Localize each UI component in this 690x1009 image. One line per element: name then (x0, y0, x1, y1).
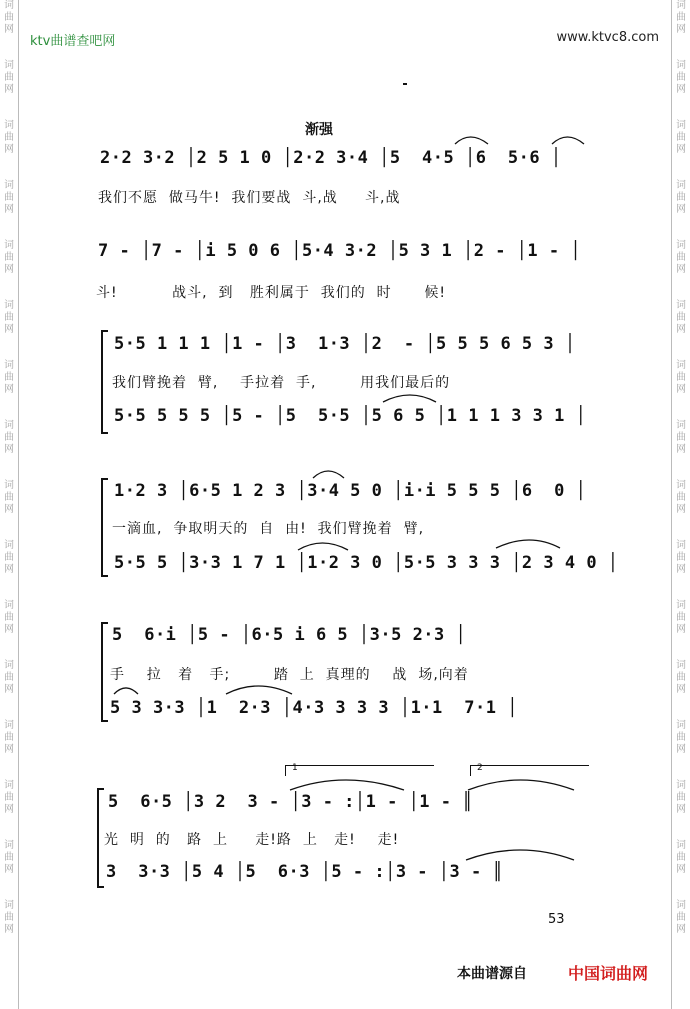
watermark-char: 曲 (676, 672, 686, 683)
watermark-char: 网 (4, 504, 14, 515)
watermark-char: 曲 (676, 792, 686, 803)
watermark-char: 词 (676, 480, 686, 491)
slur-arc (290, 780, 404, 790)
watermark-char: 曲 (676, 312, 686, 323)
watermark-char: 曲 (4, 252, 14, 263)
watermark-char: 词 (4, 420, 14, 431)
watermark-char: 曲 (4, 192, 14, 203)
watermark-char: 词 (4, 540, 14, 551)
slur-arc (114, 688, 138, 694)
watermark-char: 网 (676, 864, 686, 875)
watermark-char: 网 (4, 384, 14, 395)
watermark-char: 词 (676, 780, 686, 791)
notation-line-1: 2·2 3·2 │2 5 1 0 │2·2 3·4 │5 4·5 │6 5·6 │ (100, 148, 562, 168)
watermark-char: 曲 (4, 672, 14, 683)
watermark-char: 曲 (4, 372, 14, 383)
watermark-char: 网 (4, 564, 14, 575)
watermark-char: 曲 (4, 312, 14, 323)
watermark-char: 网 (676, 684, 686, 695)
watermark-char: 曲 (676, 432, 686, 443)
lyrics-line-5: 手 拉 着 手; 踏 上 真理的 战 场,向着 (110, 667, 469, 683)
volta-number: 2 (477, 763, 483, 773)
watermark-char: 曲 (676, 372, 686, 383)
watermark-char: 曲 (4, 72, 14, 83)
footer-source-label: 本曲谱源自 (457, 966, 527, 982)
watermark-char: 词 (4, 360, 14, 371)
watermark-char: 曲 (676, 852, 686, 863)
slur-arc (466, 850, 574, 860)
watermark-char: 网 (676, 504, 686, 515)
notation-line-4-lower: 5·5 5 │3·3 1 7 1 │1·2 3 0 │5·5 3 3 3 │2 3 4 0 │ (114, 553, 619, 573)
notation-line-3-lower: 5·5 5 5 5 │5 - │5 5·5 │5 6 5 │1 1 1 3 3 1 │ (114, 406, 587, 426)
watermark-char: 词 (676, 240, 686, 251)
watermark-char: 网 (4, 84, 14, 95)
watermark-char: 词 (4, 840, 14, 851)
tempo-marking: 渐强 (305, 122, 333, 138)
watermark-char: 网 (4, 204, 14, 215)
notation-line-5-upper: 5 6·i │5 - │6·5 i 6 5 │3·5 2·3 │ (112, 625, 467, 645)
watermark-char: 网 (676, 624, 686, 635)
watermark-char: 词 (676, 720, 686, 731)
watermark-char: 网 (676, 384, 686, 395)
watermark-char: 曲 (4, 732, 14, 743)
watermark-char: 词 (4, 0, 14, 11)
watermark-char: 词 (676, 540, 686, 551)
lyrics-line-1: 我们不愿 做马牛! 我们要战 斗,战 斗,战 (98, 190, 401, 206)
watermark-char: 词 (4, 240, 14, 251)
footer-site-link[interactable]: 中国词曲网 (568, 964, 649, 983)
watermark-char: 曲 (4, 852, 14, 863)
watermark-char: 网 (4, 924, 14, 935)
watermark-char: 曲 (4, 912, 14, 923)
notation-line-6-upper: 5 6·5 │3 2 3 - │3 - :│1 - │1 - ║ (108, 792, 473, 812)
watermark-char: 曲 (676, 732, 686, 743)
notation-line-5-lower: 5 3 3·3 │1 2·3 │4·3 3 3 3 │1·1 7·1 │ (110, 698, 518, 718)
notation-line-2: 7 - │7 - │i 5 0 6 │5·4 3·2 │5 3 1 │2 - │1 - │ (98, 241, 582, 261)
slur-arc (313, 471, 344, 478)
watermark-char: 词 (676, 0, 686, 11)
watermark-char: 词 (676, 180, 686, 191)
watermark-char: 词 (676, 120, 686, 131)
watermark-char: 曲 (676, 132, 686, 143)
lyrics-line-3: 我们臂挽着 臂, 手拉着 手, 用我们最后的 (112, 375, 451, 391)
watermark-char: 网 (4, 804, 14, 815)
watermark-char: 词 (4, 900, 14, 911)
watermark-char: 曲 (676, 12, 686, 23)
watermark-char: 网 (676, 144, 686, 155)
slur-arc (226, 686, 292, 694)
site-url-text[interactable]: www.ktvc8.com (556, 30, 659, 45)
watermark-char: 曲 (676, 912, 686, 923)
watermark-char: 词 (4, 180, 14, 191)
watermark-char: 词 (676, 300, 686, 311)
lyrics-line-6: 光 明 的 路 上 走!路 上 走! 走! (104, 832, 400, 848)
lyrics-line-4: 一滴血, 争取明天的 自 由! 我们臂挽着 臂, (112, 521, 425, 537)
watermark-char: 网 (676, 924, 686, 935)
watermark-char: 网 (676, 564, 686, 575)
slur-arc (496, 540, 560, 548)
watermark-char: 网 (4, 264, 14, 275)
watermark-char: 词 (4, 720, 14, 731)
watermark-char: 曲 (676, 252, 686, 263)
watermark-char: 词 (676, 660, 686, 671)
watermark-char: 曲 (676, 612, 686, 623)
watermark-char: 曲 (4, 12, 14, 23)
watermark-char: 词 (676, 600, 686, 611)
watermark-char: 词 (4, 300, 14, 311)
watermark-char: 曲 (4, 612, 14, 623)
watermark-char: 词 (4, 780, 14, 791)
watermark-char: 曲 (4, 132, 14, 143)
watermark-char: 曲 (676, 192, 686, 203)
slur-arc (383, 395, 436, 402)
watermark-char: 词 (676, 840, 686, 851)
watermark-char: 曲 (4, 432, 14, 443)
watermark-char: 词 (4, 600, 14, 611)
watermark-char: 网 (4, 24, 14, 35)
watermark-char: 词 (676, 900, 686, 911)
watermark-char: 网 (4, 744, 14, 755)
watermark-char: 曲 (4, 492, 14, 503)
notation-line-3-upper: 5·5 1 1 1 │1 - │3 1·3 │2 - │5 5 5 6 5 3 │ (114, 334, 576, 354)
slur-arc (298, 543, 348, 550)
watermark-char: 网 (4, 144, 14, 155)
watermark-char: 曲 (676, 72, 686, 83)
watermark-char: 词 (4, 660, 14, 671)
watermark-char: 词 (4, 120, 14, 131)
watermark-char: 词 (4, 60, 14, 71)
notation-line-6-lower: 3 3·3 │5 4 │5 6·3 │5 - :│3 - │3 - ║ (106, 862, 504, 882)
watermark-char: 曲 (4, 792, 14, 803)
watermark-char: 网 (676, 24, 686, 35)
page-number: 53 (548, 912, 565, 927)
watermark-char: 曲 (676, 492, 686, 503)
watermark-char: 网 (4, 324, 14, 335)
slur-arc (468, 780, 574, 790)
watermark-char: 网 (676, 264, 686, 275)
watermark-char: 词 (676, 420, 686, 431)
watermark-char: 网 (676, 444, 686, 455)
volta-number: 1 (292, 763, 298, 773)
watermark-char: 网 (676, 804, 686, 815)
slur-arc (552, 137, 584, 144)
watermark-char: 网 (676, 204, 686, 215)
watermark-char: 词 (676, 360, 686, 371)
lyrics-line-2: 斗! 战斗, 到 胜利属于 我们的 时 候! (96, 285, 446, 301)
watermark-char: 网 (676, 744, 686, 755)
watermark-char: 网 (4, 864, 14, 875)
watermark-char: 词 (4, 480, 14, 491)
watermark-char: 网 (4, 624, 14, 635)
watermark-char: 网 (676, 84, 686, 95)
watermark-char: 网 (676, 324, 686, 335)
watermark-char: 曲 (4, 552, 14, 563)
slur-arc (455, 137, 488, 144)
watermark-char: 网 (4, 684, 14, 695)
watermark-char: 曲 (676, 552, 686, 563)
watermark-char: 词 (676, 60, 686, 71)
watermark-char: 网 (4, 444, 14, 455)
notation-line-4-upper: 1·2 3 │6·5 1 2 3 │3·4 5 0 │i·i 5 5 5 │6 0 │ (114, 481, 587, 501)
site-logo-text[interactable]: ktv曲谱查吧网 (30, 34, 116, 49)
